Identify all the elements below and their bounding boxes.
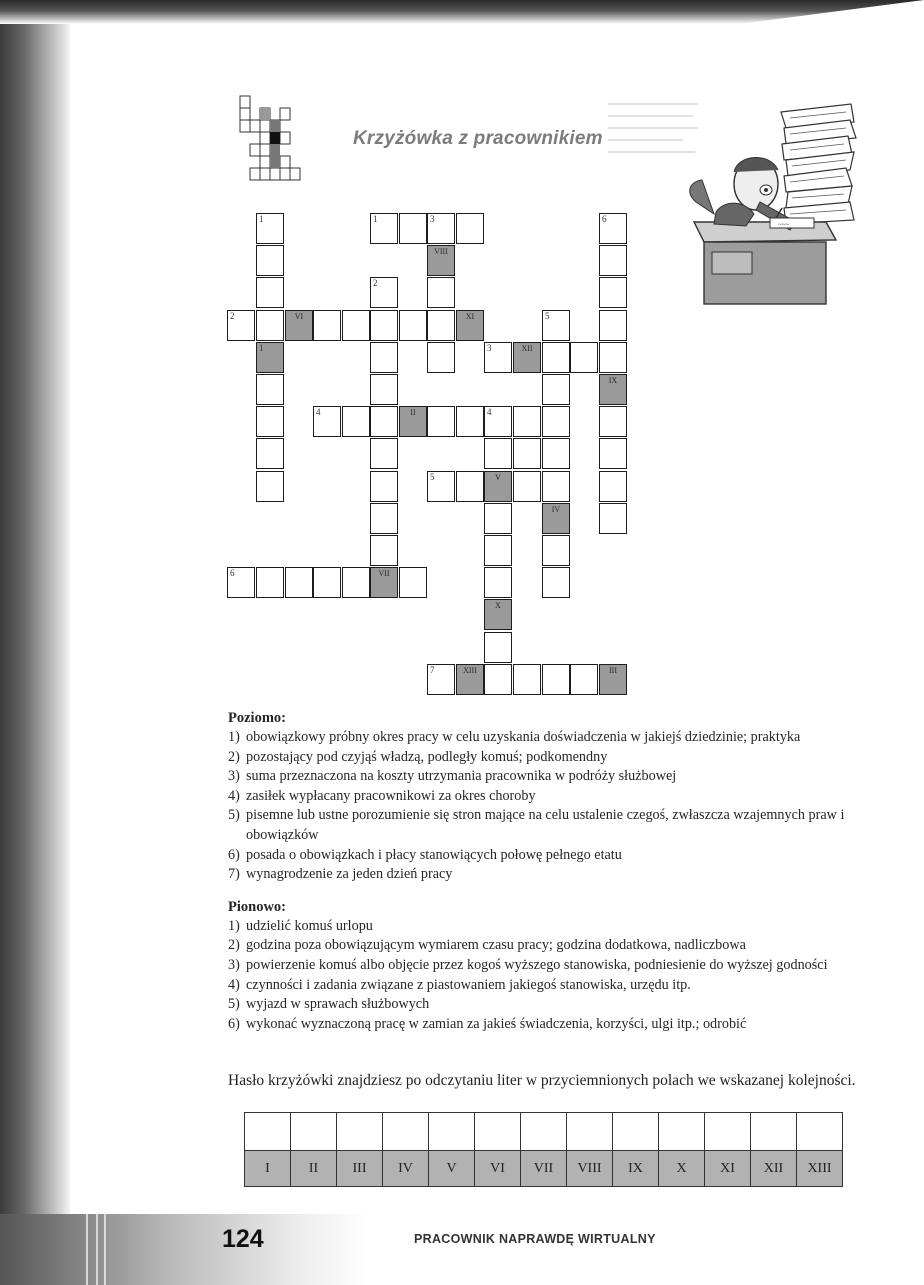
roman-order-label: XII — [521, 344, 533, 353]
svg-text:~~~: ~~~ — [778, 221, 790, 229]
roman-order-label: X — [495, 601, 501, 610]
crossword-cell[interactable] — [256, 471, 284, 502]
clue-text: suma przeznaczona na koszty utrzymania pracownika w podróży służbowej — [246, 768, 677, 785]
crossword-cell[interactable] — [256, 567, 284, 598]
clue-number: 4) — [228, 976, 240, 993]
crossword-cell[interactable] — [256, 438, 284, 469]
clue-text: wykonać wyznaczoną pracę w zamian za jakieś świadczenia, korzyści, ulgi itp.; odrobić — [246, 1015, 747, 1032]
answer-order-label: XII — [751, 1151, 797, 1187]
answer-letter-box[interactable] — [751, 1113, 797, 1151]
shaded-crossword-cell[interactable] — [399, 406, 427, 437]
solution-hint: Hasło krzyżówki znajdziesz po odczytaniu liter w przyciemnionych polach we wskazanej kolejności. — [228, 1072, 856, 1089]
crossword-cell[interactable] — [370, 277, 398, 308]
footer-stripe — [96, 1214, 98, 1285]
crossword-cell[interactable] — [484, 406, 512, 437]
crossword-cell[interactable] — [542, 406, 570, 437]
crossword-cell[interactable] — [427, 664, 455, 695]
across-clue-list — [228, 728, 898, 885]
crossword-cell[interactable] — [542, 535, 570, 566]
shaded-crossword-cell[interactable] — [427, 245, 455, 276]
footer-stripe — [104, 1214, 106, 1285]
crossword-cell[interactable] — [570, 342, 598, 373]
crossword-cell[interactable] — [227, 567, 255, 598]
crossword-cell[interactable] — [484, 342, 512, 373]
crossword-cell[interactable] — [256, 245, 284, 276]
crossword-cell[interactable] — [256, 310, 284, 341]
roman-order-label: VI — [294, 312, 304, 321]
clue-text: obowiązkowy próbny okres pracy w celu uzyskania doświadczenia w jakiejś dziedzinie; praktyka — [246, 729, 801, 745]
clue-text: zasiłek wypłacany pracownikowi za okres choroby — [246, 787, 536, 804]
down-clue-list — [228, 917, 898, 1035]
clue-number: 4 — [316, 407, 321, 417]
clue-number: 2 — [373, 278, 378, 288]
crossword-cell[interactable] — [542, 664, 570, 695]
answer-letter-box[interactable] — [521, 1113, 567, 1151]
crossword-cell[interactable] — [399, 567, 427, 598]
roman-order-label: IX — [608, 376, 618, 385]
answer-order-label: IV — [383, 1151, 429, 1187]
clue-text: godzina poza obowiązującym wymiarem czasu pracy; godzina dodatkowa, nadliczbowa — [246, 937, 746, 954]
crossword-cell[interactable] — [542, 374, 570, 405]
shaded-crossword-cell[interactable] — [484, 599, 512, 630]
clue-number: 5 — [545, 311, 550, 321]
crossword-cell[interactable] — [313, 567, 341, 598]
down-clue — [228, 976, 898, 996]
footer-title: PRACOWNIK NAPRAWDĘ WIRTUALNY — [414, 1232, 656, 1246]
crossword-cell[interactable] — [399, 310, 427, 341]
answer-order-label: VII — [521, 1151, 567, 1187]
crossword-cell[interactable] — [599, 277, 627, 308]
across-clue — [228, 787, 898, 807]
answer-order-label: VIII — [567, 1151, 613, 1187]
clue-number: 2) — [228, 937, 240, 954]
roman-order-label: V — [495, 473, 501, 482]
clue-number: 3 — [430, 214, 435, 224]
footer-stripe — [110, 1214, 112, 1285]
clue-text: czynności i zadania związane z piastowaniem jakiegoś stanowiska, urzędu itp. — [246, 976, 691, 993]
clue-number: 1 — [373, 214, 378, 224]
crossword-cell[interactable] — [342, 567, 370, 598]
crossword-cell[interactable] — [427, 471, 455, 502]
clue-number: 4 — [487, 407, 492, 417]
clue-number: 6) — [228, 846, 240, 863]
answer-letter-box[interactable] — [245, 1113, 291, 1151]
crossword-cell[interactable] — [484, 664, 512, 695]
roman-order-label: IV — [551, 505, 561, 514]
crossword-cell[interactable] — [370, 503, 398, 534]
answer-letter-box[interactable] — [567, 1113, 613, 1151]
footer-stripe — [86, 1214, 88, 1285]
shaded-crossword-cell[interactable] — [513, 342, 541, 373]
crossword-cell[interactable] — [513, 406, 541, 437]
down-heading: Pionowo: — [228, 898, 286, 915]
page-title: Krzyżówka z pracownikiem — [353, 128, 603, 149]
crossword-cell[interactable] — [542, 567, 570, 598]
crossword-cell[interactable] — [370, 342, 398, 373]
shaded-crossword-cell[interactable] — [542, 503, 570, 534]
crossword-cell[interactable] — [427, 213, 455, 244]
clue-text: pisemne lub ustne porozumienie się stron mające na celu ustalenie czegoś, zwłaszcza wzajemnych praw i obowiązków — [246, 807, 845, 843]
across-clue — [228, 728, 898, 748]
answer-letter-box[interactable] — [475, 1113, 521, 1151]
clue-number: 3 — [487, 343, 492, 353]
crossword-cell[interactable] — [256, 213, 284, 244]
clue-number: 1 — [259, 214, 264, 224]
roman-order-label: VIII — [434, 247, 448, 256]
crossword-cell[interactable] — [256, 406, 284, 437]
crossword-cell[interactable] — [456, 471, 484, 502]
crossword-cell[interactable] — [370, 213, 398, 244]
crossword-cell[interactable] — [256, 277, 284, 308]
roman-order-label: XI — [465, 312, 475, 321]
crossword-cell[interactable] — [542, 342, 570, 373]
clue-number: 7 — [430, 665, 435, 675]
footer-bar — [0, 1214, 924, 1285]
answer-order-label: X — [659, 1151, 705, 1187]
crossword-cell[interactable] — [599, 245, 627, 276]
clue-number: 2) — [228, 748, 240, 765]
answer-order-label: XI — [705, 1151, 751, 1187]
clue-number: 3) — [228, 956, 240, 973]
crossword-cell[interactable] — [599, 342, 627, 373]
crossword-cell[interactable] — [599, 503, 627, 534]
roman-order-label: III — [609, 666, 617, 675]
roman-order-label: XIII — [463, 666, 477, 675]
crossword-cell[interactable] — [599, 213, 627, 244]
shaded-crossword-cell[interactable] — [456, 664, 484, 695]
answer-order-label: VI — [475, 1151, 521, 1187]
crossword-cell[interactable] — [513, 471, 541, 502]
answer-letter-box[interactable] — [337, 1113, 383, 1151]
answer-letter-box[interactable] — [429, 1113, 475, 1151]
answer-order-label: II — [291, 1151, 337, 1187]
shaded-crossword-cell[interactable] — [370, 567, 398, 598]
shaded-crossword-cell[interactable] — [285, 310, 313, 341]
crossword-cell[interactable] — [313, 310, 341, 341]
crossword-cell[interactable] — [484, 535, 512, 566]
clue-number: 1 — [259, 343, 264, 353]
clue-text: udzielić komuś urlopu — [246, 917, 373, 934]
shaded-crossword-cell[interactable] — [599, 374, 627, 405]
roman-order-label: II — [410, 408, 416, 417]
clue-number: 1) — [228, 729, 240, 745]
crossword-cell[interactable] — [513, 664, 541, 695]
clue-number: 2 — [230, 311, 235, 321]
clue-number: 1) — [228, 917, 240, 934]
crossword-cell[interactable] — [427, 310, 455, 341]
crossword-cell[interactable] — [427, 277, 455, 308]
clue-number: 5) — [228, 807, 240, 824]
roman-order-label: VII — [378, 569, 390, 578]
clue-number: 5) — [228, 996, 240, 1013]
crossword-cell[interactable] — [570, 664, 598, 695]
clue-number: 6 — [230, 568, 235, 578]
crossword-cell[interactable] — [484, 503, 512, 534]
down-clue — [228, 917, 898, 937]
clue-number: 7) — [228, 866, 240, 883]
answer-letter-box[interactable] — [613, 1113, 659, 1151]
across-clue — [228, 806, 898, 845]
down-clue — [228, 956, 898, 976]
crossword-cell[interactable] — [313, 406, 341, 437]
crossword-cell[interactable] — [370, 438, 398, 469]
crossword-cell[interactable] — [370, 374, 398, 405]
crossword-cell[interactable] — [599, 471, 627, 502]
clue-number: 6) — [228, 1015, 240, 1032]
crossword-cell[interactable] — [599, 438, 627, 469]
answer-letter-box[interactable] — [705, 1113, 751, 1151]
across-clue — [228, 748, 898, 768]
across-heading: Poziomo: — [228, 710, 286, 726]
crossword-cell[interactable] — [542, 310, 570, 341]
crossword-cell[interactable] — [456, 406, 484, 437]
shaded-crossword-cell[interactable] — [456, 310, 484, 341]
crossword-cell[interactable] — [484, 438, 512, 469]
answer-order-label: IX — [613, 1151, 659, 1187]
crossword-cell[interactable] — [542, 438, 570, 469]
clue-number: 3) — [228, 768, 240, 785]
answer-order-label: XIII — [797, 1151, 843, 1187]
crossword-cell[interactable] — [456, 213, 484, 244]
crossword-cell[interactable] — [256, 374, 284, 405]
crossword-cell[interactable] — [484, 567, 512, 598]
across-clue — [228, 865, 898, 885]
answer-grid — [244, 1112, 843, 1187]
crossword-cell[interactable] — [227, 310, 255, 341]
crossword-cell[interactable] — [427, 406, 455, 437]
crossword-cell[interactable] — [542, 471, 570, 502]
clues-section — [228, 708, 898, 1034]
clue-number: 5 — [430, 472, 435, 482]
clue-text: powierzenie komuś albo objęcie przez kogoś wyższego stanowiska, podniesienie do wyższej godności — [246, 956, 828, 973]
down-clue — [228, 995, 898, 1015]
page-number: 124 — [222, 1225, 264, 1253]
across-clue — [228, 767, 898, 787]
across-clue — [228, 846, 898, 866]
crossword-cell[interactable] — [370, 310, 398, 341]
clue-text: pozostający pod czyjąś władzą, podległy komuś; podkomendny — [246, 748, 608, 765]
crossword-cell[interactable] — [513, 438, 541, 469]
shaded-crossword-cell[interactable] — [256, 342, 284, 373]
crossword-cell[interactable] — [342, 406, 370, 437]
answer-order-label: V — [429, 1151, 475, 1187]
crossword-cell[interactable] — [370, 471, 398, 502]
shaded-crossword-cell[interactable] — [599, 664, 627, 695]
crossword-cell[interactable] — [399, 213, 427, 244]
down-clue — [228, 936, 898, 956]
clue-number: 4) — [228, 787, 240, 804]
crossword-cell[interactable] — [427, 342, 455, 373]
answer-order-label: I — [245, 1151, 291, 1187]
crossword-cell[interactable] — [285, 567, 313, 598]
answer-letter-box[interactable] — [383, 1113, 429, 1151]
answer-letter-box[interactable] — [797, 1113, 843, 1151]
crossword-cell[interactable] — [484, 632, 512, 663]
clue-text: wyjazd w sprawach służbowych — [246, 996, 430, 1013]
answer-letter-box[interactable] — [291, 1113, 337, 1151]
crossword-cell[interactable] — [599, 310, 627, 341]
crossword-cell[interactable] — [599, 406, 627, 437]
shaded-crossword-cell[interactable] — [484, 471, 512, 502]
crossword-cell[interactable] — [342, 310, 370, 341]
clue-text: posada o obowiązkach i płacy stanowiących połowę pełnego etatu — [246, 846, 622, 863]
answer-order-label: III — [337, 1151, 383, 1187]
answer-letter-box[interactable] — [659, 1113, 705, 1151]
crossword-cell[interactable] — [370, 406, 398, 437]
down-clue — [228, 1015, 898, 1035]
clue-number: 6 — [602, 214, 607, 224]
crossword-cell[interactable] — [370, 535, 398, 566]
clue-text: wynagrodzenie za jeden dzień pracy — [246, 866, 453, 883]
